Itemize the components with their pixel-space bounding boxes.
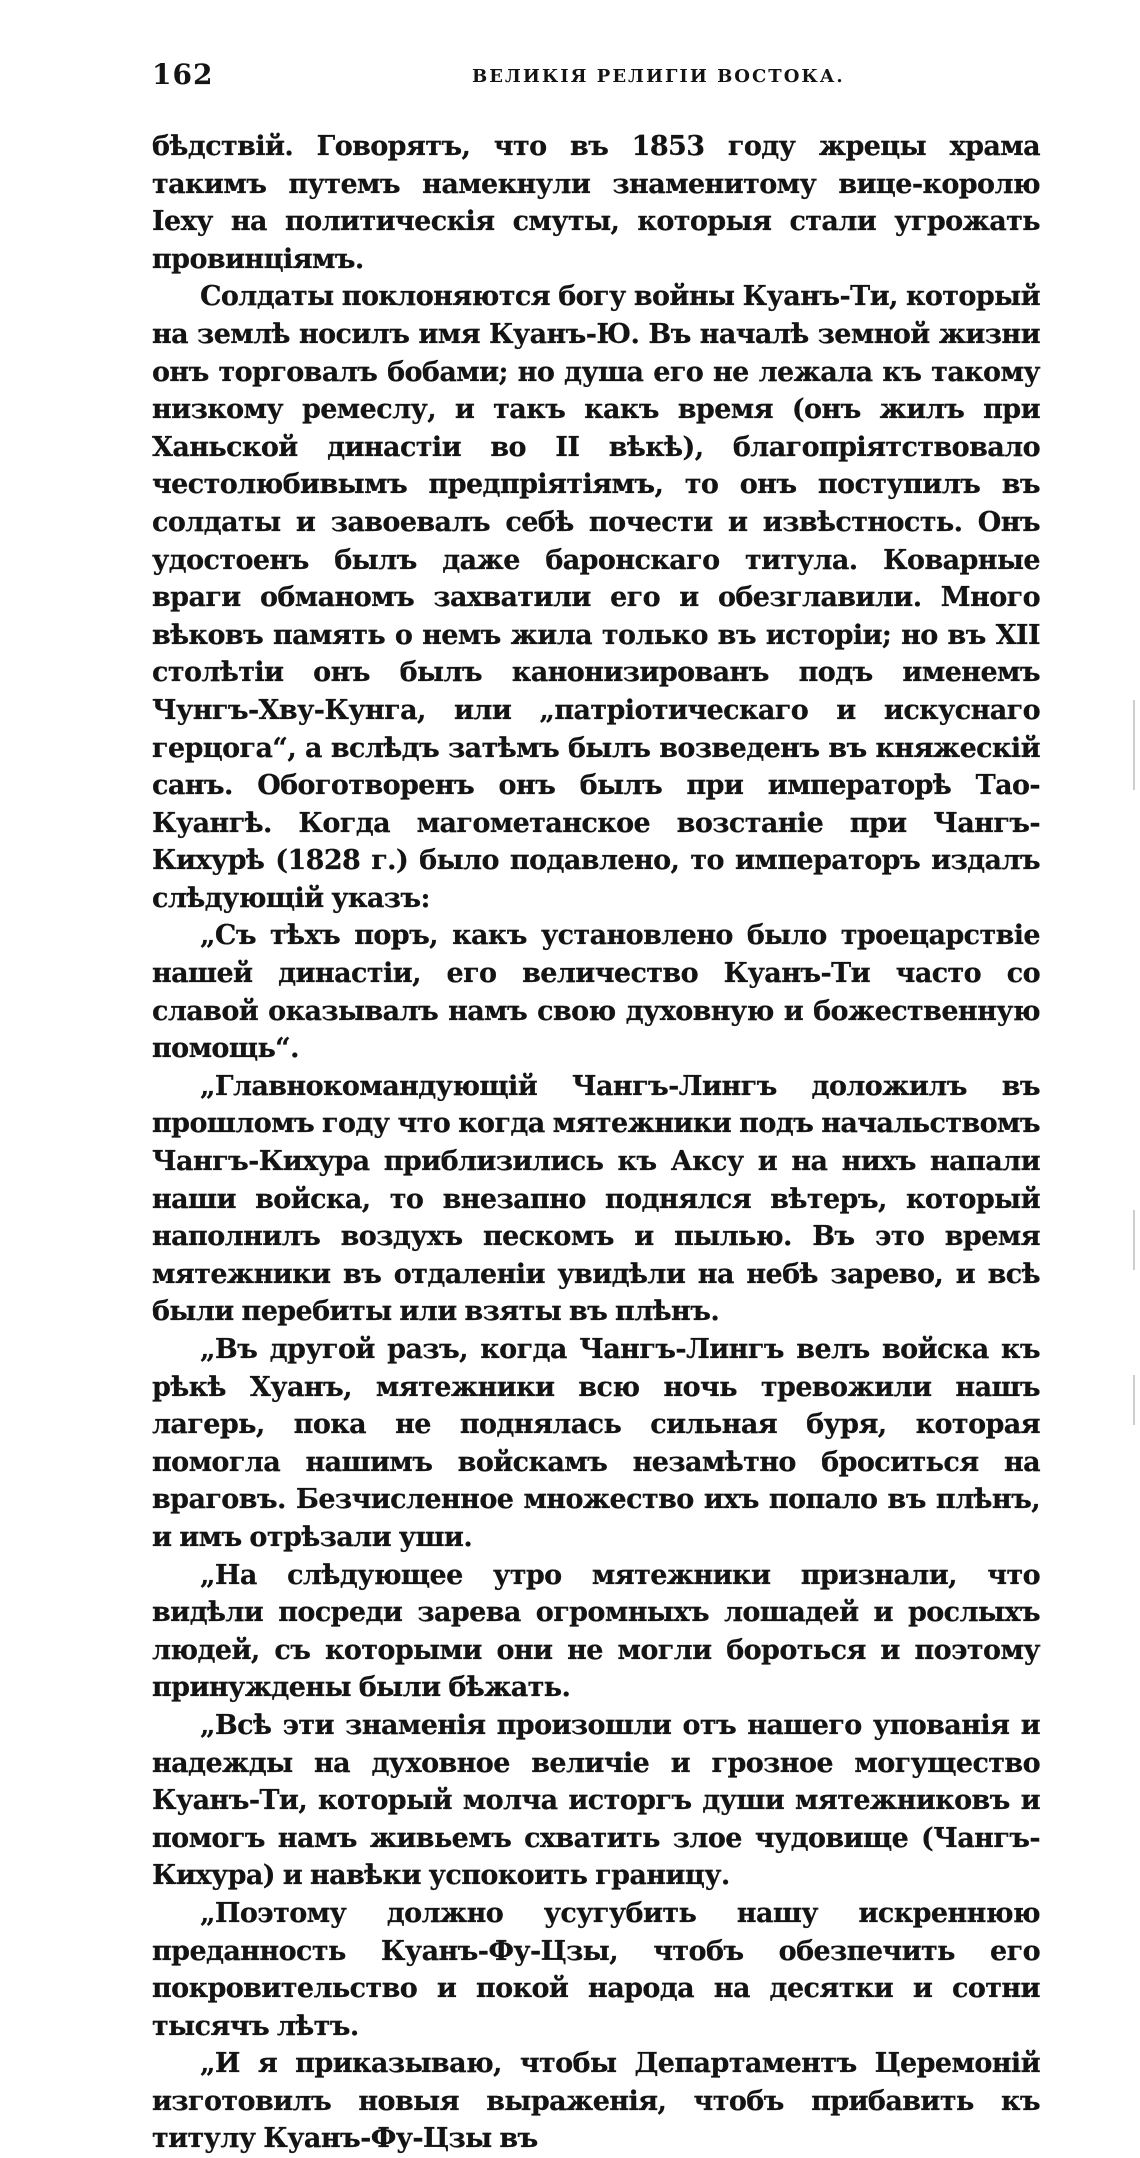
scan-margin-rule bbox=[1133, 700, 1135, 790]
paragraph: „И я приказываю, чтобы Департаментъ Церемоній изготовилъ новыя выраженія, чтобъ прибавить къ титулу Куанъ-Фу-Цзы въ bbox=[152, 2048, 1040, 2155]
scan-margin-rule bbox=[1133, 1210, 1135, 1270]
paragraph: Солдаты поклоняются богу войны Куанъ-Ти, который на землѣ носилъ имя Куанъ-Ю. Въ началѣ земной жизни онъ торговалъ бобами; но душа его не лежала къ такому низкому ремеслу, и такъ какъ время (онъ жилъ при Ханьской династіи во II вѣкѣ), благопріятствовало честолюбивымъ предпріятіямъ, то онъ поступилъ въ солдаты и завоевалъ себѣ почести и извѣстность. Онъ удостоенъ былъ даже баронскаго титула. Коварные враги обманомъ захватили его и обезглавили. Много вѣковъ память о немъ жила только въ исторіи; но въ XII столѣтіи онъ былъ канонизированъ подъ именемъ Чунгъ-Хву-Кунга, или „патріотическаго и искуснаго герцога“, а вслѣдъ затѣмъ былъ возведенъ въ княжескій санъ. Обоготворенъ онъ былъ при императорѣ Тао-Куангѣ. Когда магометанское возстаніе при Чангъ-Кихурѣ (1828 г.) было подавлено, то императоръ издалъ слѣдующій указъ: bbox=[152, 281, 1040, 914]
paragraph: „Всѣ эти знаменія произошли отъ нашего упованія и надежды на духовное величіе и грозное могущество Куанъ-Ти, который молча исторгъ души мятежниковъ и помогъ намъ живьемъ схватить злое чудовище (Чангъ-Кихура) и навѣки успокоить границу. bbox=[152, 1709, 1040, 1892]
running-head bbox=[152, 58, 1038, 98]
paragraph: „Съ тѣхъ поръ, какъ установлено было троецарствіе нашей династіи, его величество Куанъ-Ти часто со славой оказывалъ намъ свою духовную и божественную помощь“. bbox=[152, 920, 1040, 1065]
paragraph: „Главнокомандующій Чангъ-Лингъ доложилъ въ прошломъ году что когда мятежники подъ начальствомъ Чангъ-Кихура приблизились къ Аксу и на нихъ напали наши войска, то внезапно поднялся вѣтеръ, который наполнилъ воздухъ пескомъ и пылью. Въ это время мятежники въ отдаленіи увидѣли на небѣ зарево, и всѣ были перебиты или взяты въ плѣнъ. bbox=[152, 1070, 1040, 1328]
paragraph: „Поэтому должно усугубить нашу искреннюю преданность Куанъ-Фу-Цзы, чтобъ обезпечить его покровительство и покой народа на десятки и сотни тысячъ лѣтъ. bbox=[152, 1897, 1040, 2042]
scan-margin-rule bbox=[1133, 1375, 1135, 1425]
paragraph: „Въ другой разъ, когда Чангъ-Лингъ велъ войска къ рѣкѣ Хуанъ, мятежники всю ночь тревожили нашъ лагерь, пока не поднялась сильная буря, которая помогла нашимъ войскамъ незамѣтно броситься на враговъ. Безчисленное множество ихъ попало въ плѣнъ, и имъ отрѣзали уши. bbox=[152, 1334, 1040, 1553]
paragraph: „На слѣдующее утро мятежники признали, что видѣли посреди зарева огромныхъ лошадей и рослыхъ людей, съ которыми они не могли бороться и поэтому принуждены были бѣжать. bbox=[152, 1559, 1040, 1704]
page-number: 162 bbox=[152, 58, 214, 91]
paragraph: бѣдствій. Говорятъ, что въ 1853 году жрецы храма такимъ путемъ намекнули знаменитому вице-королю Іеху на политическія смуты, которыя стали угрожать провинціямъ. bbox=[152, 131, 1040, 275]
running-title: ВЕЛИКІЯ РЕЛИГІИ ВОСТОКА. bbox=[472, 66, 845, 87]
text-body bbox=[152, 128, 1040, 2158]
